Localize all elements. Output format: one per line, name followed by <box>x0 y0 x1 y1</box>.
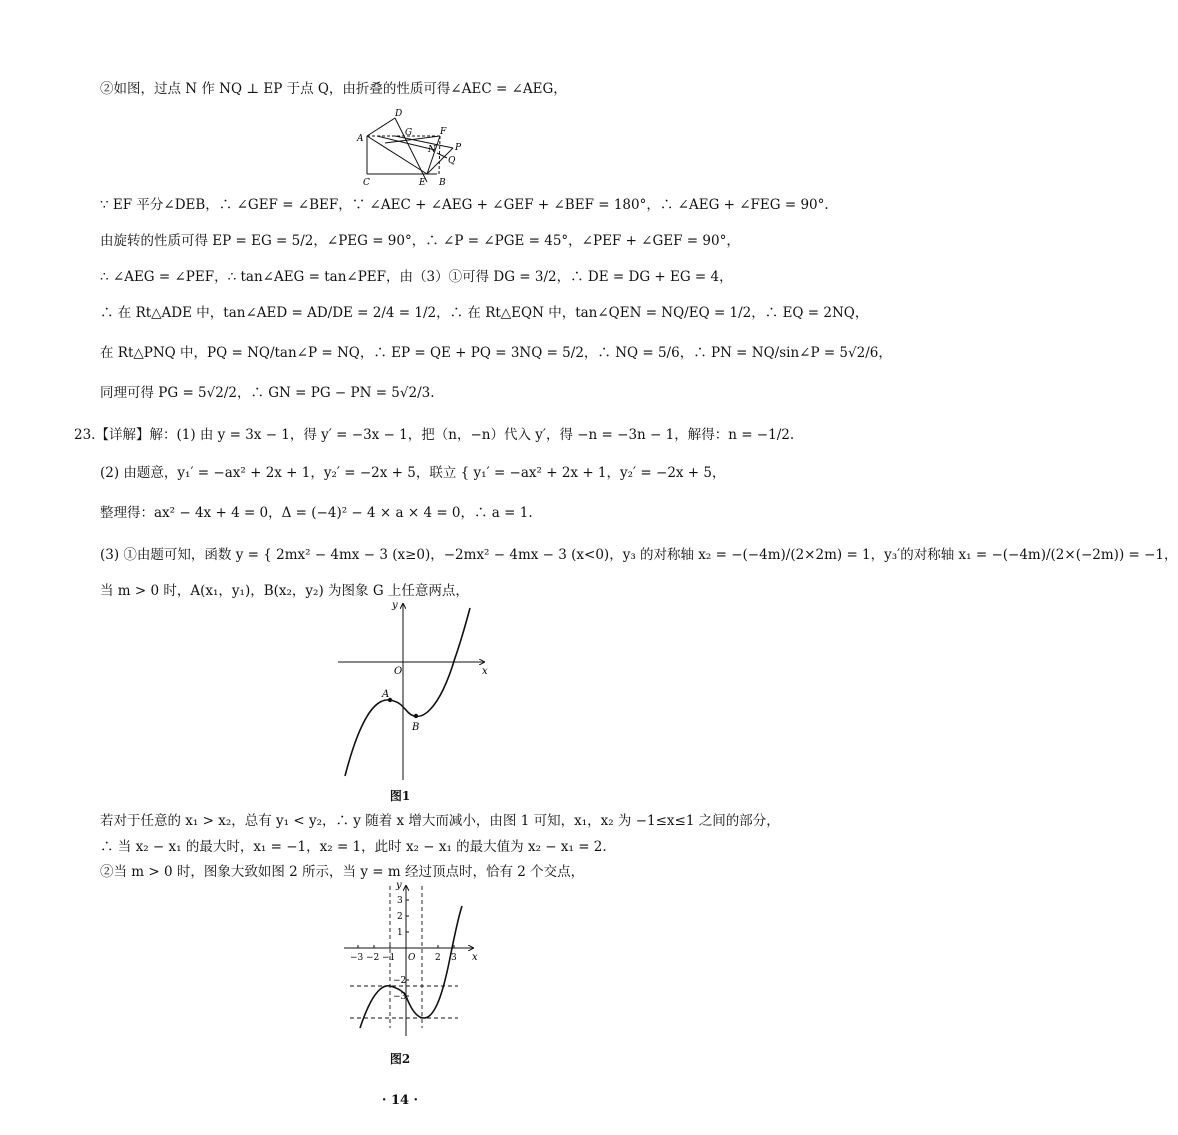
text-line-1: ②如图，过点 N 作 NQ ⊥ EP 于点 Q，由折叠的性质可得∠AEC = ∠AEG， <box>100 81 567 97</box>
figure-1-caption: 图1 <box>389 789 411 803</box>
fig0-label-P: P <box>455 143 462 153</box>
fig2-ytick-1: 1 <box>397 928 403 938</box>
fig1-origin-label: O <box>394 666 403 677</box>
text-line-5: ∴ 在 Rt△ADE 中，tan∠AED = AD/DE = 2/4 = 1/2，∴ 在 Rt△EQN 中，tan∠QEN = NQ/EQ = 1/2，∴ EQ = 2NQ， <box>100 305 869 321</box>
text-line-11: (3) ①由题可知，函数 y = { 2mx² − 4mx − 3 (x≥0)，−2mx² − 4mx − 3 (x<0)，y₃ 的对称轴 x₂ = −(−4m)/(2×2m) = 1，y₃′的对称轴 x₁ = −(−4m)/(2×(−2m)) = −1， <box>100 547 1178 563</box>
fig1-point-B: B <box>412 722 420 733</box>
text-line-15: ②当 m > 0 时，图象大致如图 2 所示，当 y = m 经过顶点时，恰有 2 个交点， <box>100 864 585 880</box>
fig2-xtick-2: 2 <box>435 953 441 963</box>
fig0-label-B: B <box>439 178 446 188</box>
fig2-origin-label: O <box>408 953 416 963</box>
fig0-label-A: A <box>357 134 364 144</box>
fig2-ytick-2: 2 <box>397 912 403 922</box>
graph-figure-1 <box>330 598 495 783</box>
geometry-figure <box>355 108 475 190</box>
text-line-13: 若对于任意的 x₁ > x₂，总有 y₁ < y₂，∴ y 随着 x 增大而减小，由图 1 可知，x₁，x₂ 为 −1≤x≤1 之间的部分， <box>100 813 780 829</box>
fig1-x-label: x <box>482 666 488 677</box>
fig0-label-D: D <box>395 109 403 119</box>
fig0-label-Q: Q <box>448 156 456 166</box>
figure-2-caption: 图2 <box>389 1052 411 1066</box>
fig0-label-E: E <box>419 178 426 188</box>
text-line-4: ∴ ∠AEG = ∠PEF，∴ tan∠AEG = tan∠PEF，由（3）①可得 DG = 3/2，∴ DE = DG + EG = 4， <box>100 269 733 285</box>
text-line-14: ∴ 当 x₂ − x₁ 的最大时，x₁ = −1，x₂ = 1，此时 x₂ − x₁ 的最大值为 x₂ − x₁ = 2. <box>100 839 607 855</box>
fig2-xtick-neg1: −1 <box>382 953 396 963</box>
fig0-label-G: G <box>405 128 413 138</box>
graph-figure-2 <box>336 878 481 1038</box>
fig0-label-C: C <box>363 178 370 188</box>
page-number: · 14 · <box>381 1093 419 1108</box>
text-line-3: 由旋转的性质可得 EP = EG = 5/2，∠PEG = 90°，∴ ∠P = ∠PGE = 45°，∠PEF + ∠GEF = 90°， <box>100 233 740 249</box>
fig2-y-label: y <box>396 880 402 891</box>
fig2-ytick-neg3: −3 <box>393 992 407 1002</box>
fig2-xtick-3: 3 <box>451 953 457 963</box>
fig2-xtick-neg2: −2 <box>366 953 380 963</box>
text-line-6: 在 Rt△PNQ 中，PQ = NQ/tan∠P = NQ，∴ EP = QE + PQ = 3NQ = 5/2，∴ NQ = 5/6，∴ PN = NQ/sin∠P = 5√2/6， <box>100 345 892 361</box>
fig0-label-N: N <box>428 145 436 155</box>
text-line-8: 23.【详解】解：(1) 由 y = 3x − 1，得 y′ = −3x − 1，把（n，−n）代入 y′，得 −n = −3n − 1，解得：n = −1/2. <box>74 427 795 443</box>
fig1-point-A: A <box>382 689 390 700</box>
text-line-2: ∵ EF 平分∠DEB，∴ ∠GEF = ∠BEF，∵ ∠AEC + ∠AEG + ∠GEF + ∠BEF = 180°，∴ ∠AEG + ∠FEG = 90°. <box>100 197 829 213</box>
fig0-label-F: F <box>440 127 447 137</box>
fig2-ytick-neg2: −2 <box>393 976 407 986</box>
fig2-ytick-3: 3 <box>397 896 403 906</box>
fig2-x-label: x <box>472 952 478 963</box>
text-line-9: (2) 由题意，y₁′ = −ax² + 2x + 1，y₂′ = −2x + 5，联立 { y₁′ = −ax² + 2x + 1，y₂′ = −2x + 5， <box>100 465 726 481</box>
text-line-12: 当 m > 0 时，A(x₁，y₁)，B(x₂，y₂) 为图象 G 上任意两点， <box>100 583 469 599</box>
text-line-10: 整理得：ax² − 4x + 4 = 0，Δ = (−4)² − 4 × a × 4 = 0，∴ a = 1. <box>100 505 533 521</box>
fig2-xtick-neg3: −3 <box>350 953 364 963</box>
fig1-y-label: y <box>392 600 398 611</box>
text-line-7: 同理可得 PG = 5√2/2，∴ GN = PG − PN = 5√2/3. <box>100 385 435 401</box>
